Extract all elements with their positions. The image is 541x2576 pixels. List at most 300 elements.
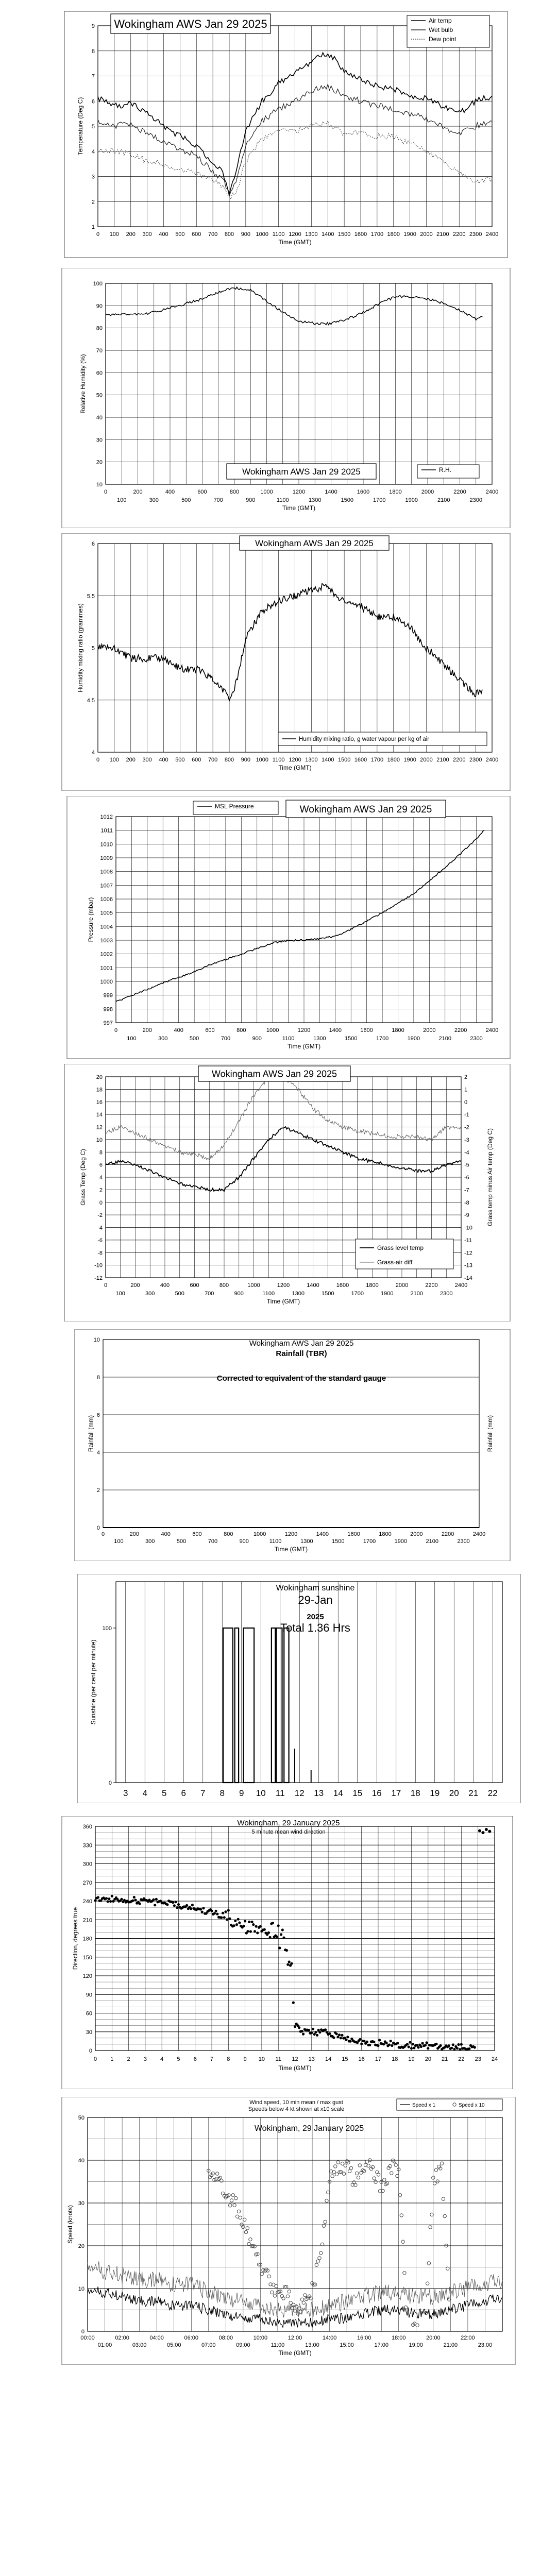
wind-direction-point [378,2039,381,2041]
y-tick-label: 1006 [100,896,113,903]
wind-direction-point [234,1920,236,1922]
x-tick-label: 14 [333,1788,343,1798]
wind-speed-chart-panel [0,2097,541,2365]
y-tick-label: -13 [464,1262,472,1269]
x-tick-label: 100 [109,757,120,763]
x-tick-label: 1500 [345,1036,358,1042]
y-tick-label: 10 [93,1337,100,1343]
x-tick-label: 500 [189,1036,199,1042]
wind-direction-point [154,1904,156,1906]
x-tick-label: 1 [110,2056,114,2062]
wind-direction-point [152,1899,155,1901]
y-tick-label: -4 [97,1225,103,1231]
chart-subtitle: Rainfall (TBR) [276,1349,327,1358]
wind-direction-point [406,2043,409,2045]
x-tick-label: 200 [142,1027,153,1033]
y-axis-label: Rainfall (mm) [87,1415,94,1452]
x-tick-label: 300 [145,1538,155,1545]
x-tick-label: 12 [292,2056,298,2062]
y-tick-label: 5.5 [87,593,95,600]
wind-direction-point [324,2028,327,2031]
y-tick-label: 1000 [100,979,113,985]
x-tick-label: 1100 [272,757,285,763]
pressure-chart-panel [0,796,541,1059]
x-tick-label: 700 [208,757,218,763]
x-tick-label: 300 [149,497,159,503]
wind-direction-point [408,2045,410,2048]
x-tick-label: 100 [109,231,120,238]
wind-direction-point [228,1918,231,1920]
x-tick-label: 1400 [316,1531,329,1537]
x-tick-label: 09:00 [236,2342,250,2348]
y-tick-label: 18 [96,1087,103,1093]
y-tick-label: 16 [96,1099,103,1106]
x-tick-label: 11:00 [270,2342,285,2348]
y-tick-label: 1003 [100,938,113,944]
y-tick-label: 180 [82,1936,92,1942]
x-tick-label: 2300 [470,1036,483,1042]
y-tick-label: -5 [464,1162,469,1168]
x-tick-label: 1500 [337,757,351,763]
chart-subtitle: Wind speed, 10 min mean / max gust [249,2099,343,2106]
y-tick-label: -2 [97,1212,103,1219]
y-tick-label: 4 [96,1450,100,1456]
x-tick-label: 11 [275,2056,281,2062]
y-tick-label: 0 [99,1199,103,1206]
x-tick-label: 03:00 [132,2342,147,2348]
y-tick-label: 100 [93,281,103,287]
wind-direction-point [359,2038,361,2041]
x-tick-label: 2 [127,2056,130,2062]
wind-direction-point [267,1931,270,1934]
x-tick-label: 1300 [300,1538,313,1545]
wind-direction-point [237,1918,240,1921]
x-tick-label: 800 [224,757,234,763]
wind-direction-point [282,1937,285,1939]
x-tick-label: 2000 [420,231,433,238]
wind-direction-point [172,1901,174,1904]
x-tick-label: 1300 [305,757,318,763]
wind-direction-point [252,1923,255,1926]
x-tick-label: 22:00 [461,2335,475,2341]
y-tick-label: -2 [464,1124,469,1131]
x-tick-label: 14 [325,2056,332,2062]
x-tick-label: 14:00 [322,2335,337,2341]
wind-direction-point [427,2047,429,2049]
x-tick-label: 17 [391,1788,401,1798]
wind-direction-chart [0,1816,541,2089]
wind-direction-point [175,1901,177,1903]
x-tick-label: 1900 [407,1036,420,1042]
x-axis-label: Time (GMT) [278,2349,312,2357]
wind-direction-point [134,1899,137,1901]
x-tick-label: 4 [142,1788,147,1798]
x-tick-label: 11 [275,1788,285,1798]
y-tick-label: -6 [97,1237,103,1244]
x-tick-label: 2400 [454,1282,468,1289]
x-tick-label: 200 [126,757,136,763]
wind-direction-point [485,1828,488,1831]
x-tick-label: 900 [246,497,256,503]
x-tick-label: 0 [93,2056,97,2062]
mixing-ratio-chart [0,533,541,791]
wind-direction-point [439,2044,442,2047]
x-tick-label: 900 [234,1291,244,1297]
wind-direction-point [377,2044,379,2047]
wind-direction-point [278,1946,281,1949]
wind-direction-point [298,2026,300,2029]
y-tick-label: -14 [464,1275,472,1281]
x-tick-label: 15:00 [340,2342,354,2348]
x-tick-label: 1200 [292,489,306,495]
x-tick-label: 700 [208,231,218,238]
x-tick-label: 3 [143,2056,147,2062]
y-tick-label: 1004 [100,924,113,930]
x-tick-label: 18 [392,2056,398,2062]
wind-direction-point [166,1903,168,1906]
wind-direction-point [360,2043,363,2045]
wind-direction-point [318,2031,321,2033]
wind-direction-point [474,2046,476,2048]
y-axis-label: Grass Temp (Deg C) [79,1149,87,1206]
x-tick-label: 300 [158,1036,168,1042]
x-tick-label: 200 [133,489,143,495]
wind-direction-point [222,1912,224,1914]
y-axis-label: Humidity mixing ratio (grammes) [77,603,84,692]
wind-direction-point [335,2032,338,2035]
y-axis-label: Relative Humidity (%) [79,354,87,414]
wind-direction-point [215,1910,217,1912]
x-tick-label: 700 [213,497,223,503]
x-tick-label: 19 [408,2056,415,2062]
wind-direction-point [385,2042,388,2044]
x-axis-label: Time (GMT) [278,239,312,246]
x-tick-label: 1700 [351,1291,364,1297]
x-tick-label: 10 [256,1788,266,1798]
y-tick-label: 270 [82,1879,92,1886]
y-tick-label: 30 [96,437,103,444]
wind-direction-point [177,1903,180,1906]
x-tick-label: 1100 [269,1538,282,1545]
wind-direction-point [452,2043,454,2046]
wind-direction-point [435,2043,437,2045]
wind-direction-point [409,2041,411,2044]
x-tick-label: 12 [294,1788,305,1798]
wind-direction-point [390,2040,392,2042]
y-tick-label: 120 [82,1973,92,1979]
x-tick-label: 1600 [354,231,367,238]
x-tick-label: 13 [314,1788,324,1798]
y-tick-label: 5 [91,645,95,652]
wind-direction-point [255,1925,258,1928]
wind-direction-point [349,2040,352,2043]
wind-direction-point [235,1923,238,1926]
x-tick-label: 500 [176,1538,187,1545]
wind-direction-point [111,1895,113,1897]
x-tick-label: 1800 [379,1531,392,1537]
x-tick-label: 1800 [387,757,400,763]
y-tick-label: 10 [78,2286,84,2292]
y-tick-label: -12 [94,1275,103,1281]
y-tick-label: 1001 [100,965,113,972]
x-tick-label: 1100 [262,1291,275,1297]
x-tick-label: 100 [117,497,127,503]
x-tick-label: 1300 [305,231,318,238]
chart-subtitle: 5 minute mean wind direction [251,1829,326,1835]
wind-direction-point [294,2025,296,2028]
x-tick-label: 16 [371,1788,382,1798]
sunshine-chart [0,1574,541,1803]
x-tick-label: 05:00 [166,2342,181,2348]
y-tick-label: 0 [81,2329,84,2335]
wind-direction-point [246,1930,249,1933]
x-tick-label: 300 [142,757,152,763]
y-tick-label: 1 [91,224,95,230]
x-tick-label: 2200 [441,1531,454,1537]
y-tick-label: 8 [96,1375,100,1381]
x-tick-label: 0 [114,1027,118,1033]
x-tick-label: 21 [442,2056,448,2062]
x-tick-label: 1100 [276,497,289,503]
x-tick-label: 0 [104,1282,108,1289]
chart-year: 2025 [307,1613,324,1621]
x-tick-label: 400 [165,489,175,495]
x-tick-label: 4 [160,2056,164,2062]
x-tick-label: 400 [174,1027,183,1033]
wind-direction-point [249,1930,252,1933]
legend-label: Grass level temp [377,1244,424,1251]
x-tick-label: 1500 [341,497,353,503]
y-tick-label: 50 [96,392,103,399]
x-tick-label: 16:00 [357,2335,371,2341]
x-tick-label: 1200 [277,1282,290,1289]
wind-direction-point [248,1921,250,1923]
wind-direction-point [121,1898,123,1901]
chart-title: Wokingham AWS Jan 29 2025 [242,467,361,477]
x-tick-label: 1400 [307,1282,319,1289]
x-tick-label: 1600 [357,489,370,495]
x-tick-label: 1700 [373,497,386,503]
x-tick-label: 1900 [394,1538,408,1545]
y-tick-label: 8 [99,1149,103,1156]
wind-direction-point [256,1931,259,1934]
x-tick-label: 400 [161,1531,171,1537]
chart-title: Wokingham, 29 January 2025 [237,1819,340,1827]
wind-direction-point [290,1962,293,1965]
chart-title: Wokingham, 29 January 2025 [254,2124,364,2133]
chart-total: Total 1.36 Hrs [280,1621,350,1634]
x-tick-label: 00:00 [80,2335,95,2341]
x-tick-label: 1600 [354,757,367,763]
wind-direction-point [176,1906,178,1909]
wind-direction-point [300,2030,303,2032]
x-tick-label: 24 [491,2056,498,2062]
y-tick-label: 1012 [100,814,113,820]
humidity-chart-panel [0,268,541,528]
x-tick-label: 7 [210,2056,214,2062]
wind-direction-point [424,2044,427,2046]
x-tick-label: 800 [229,489,240,495]
x-tick-label: 2200 [453,231,466,238]
x-tick-label: 600 [192,1531,202,1537]
x-tick-label: 2100 [438,1036,451,1042]
y-tick-label: 2 [99,1187,103,1194]
x-tick-label: 1800 [392,1027,404,1033]
wind-direction-point [310,2031,313,2034]
x-tick-label: 2000 [421,489,434,495]
x-tick-label: 9 [239,1788,244,1798]
y-tick-label: 210 [82,1917,92,1924]
wind-direction-point [396,2042,399,2044]
x-tick-label: 2300 [457,1538,470,1545]
x-tick-label: 900 [241,757,251,763]
y-tick-label: 90 [96,303,103,310]
x-tick-label: 900 [239,1538,249,1545]
y-tick-label: 1008 [100,869,113,875]
wind-direction-point [224,1910,227,1913]
legend-label: Wet bulb [429,26,453,33]
x-tick-label: 02:00 [115,2335,129,2341]
x-tick-label: 400 [159,231,168,238]
x-tick-label: 1700 [370,757,384,763]
x-tick-label: 1000 [260,489,273,495]
x-tick-label: 6 [193,2056,197,2062]
x-tick-label: 2400 [485,757,499,763]
legend-label: Speed x 10 [459,2103,485,2108]
x-tick-label: 200 [129,1531,140,1537]
wind-direction-point [285,1949,288,1952]
wind-direction-point [109,1900,112,1903]
wind-direction-point [233,1924,235,1927]
wind-direction-point [412,2043,414,2045]
x-tick-label: 100 [127,1036,137,1042]
y-axis-label: Pressure (mbar) [87,897,94,942]
wind-direction-point [263,1928,266,1931]
plot-area [103,1340,479,1528]
wind-direction-point [316,2034,318,2037]
wind-direction-point [459,2048,461,2050]
wind-direction-point [426,2041,428,2044]
wind-direction-point [281,1928,284,1931]
x-tick-label: 900 [252,1036,262,1042]
x-tick-label: 0 [96,231,100,238]
wind-direction-point [105,1897,108,1900]
x-tick-label: 100 [115,1291,125,1297]
x-tick-label: 1600 [360,1027,373,1033]
wind-direction-point [302,2033,305,2036]
wind-direction-point [373,2041,375,2043]
x-tick-label: 800 [236,1027,246,1033]
x-tick-label: 10 [258,2056,265,2062]
y-tick-label: 997 [103,1020,113,1026]
x-tick-label: 2000 [395,1282,409,1289]
grass-temp-chart [0,1064,541,1321]
x-tick-label: 1200 [289,757,301,763]
x-tick-label: 1100 [272,231,285,238]
wind-direction-point [328,2032,331,2035]
x-tick-label: 200 [126,231,136,238]
y-tick-label: 20 [78,2243,84,2249]
x-tick-label: 1000 [253,1531,266,1537]
x-axis-label: Time (GMT) [278,2064,312,2072]
x-tick-label: 1100 [282,1036,295,1042]
x-tick-label: 1500 [337,231,351,238]
x-tick-label: 1200 [284,1531,298,1537]
y-tick-label: -6 [464,1175,469,1181]
legend-label: Speed x 1 [412,2103,436,2108]
wind-direction-point [253,1930,256,1933]
x-tick-label: 1400 [329,1027,342,1033]
y-tick-label: 14 [96,1112,103,1118]
y-tick-label: -1 [464,1112,469,1118]
wind-direction-point [450,2047,453,2049]
wind-direction-point [107,1900,109,1903]
wind-direction-point [341,2034,343,2037]
y-tick-label: 60 [86,2010,92,2017]
x-tick-label: 2000 [410,1531,423,1537]
x-tick-label: 0 [104,489,108,495]
y-tick-label: 4.5 [87,697,95,704]
x-tick-label: 18 [410,1788,420,1798]
x-tick-label: 1900 [403,231,416,238]
x-axis-label: Time (GMT) [274,1546,308,1553]
wind-direction-point [238,1921,241,1924]
x-tick-label: 0 [101,1531,105,1537]
wind-direction-point [173,1904,176,1907]
x-tick-label: 1500 [332,1538,345,1545]
wind-direction-point [97,1896,99,1899]
wind-direction-point [391,2044,393,2047]
wind-direction-point [272,1922,274,1924]
x-tick-label: 700 [221,1036,231,1042]
x-tick-label: 08:00 [218,2335,233,2341]
x-axis-label: Time (GMT) [278,764,312,771]
wind-direction-point [456,2047,459,2049]
x-tick-label: 17:00 [374,2342,388,2348]
wind-direction-point [382,2043,385,2045]
x-tick-label: 1800 [366,1282,379,1289]
wind-direction-point [276,1936,278,1938]
chart-date: 29-Jan [298,1594,333,1606]
wind-direction-point [448,2044,450,2047]
y-tick-label: 20 [96,459,103,466]
wind-direction-point [346,2036,349,2038]
x-axis-label: Time (GMT) [266,1298,300,1305]
chart-title: Wokingham AWS Jan 29 2025 [249,1339,354,1348]
y-tick-label: -8 [464,1199,469,1206]
y-tick-label: 100 [102,1625,112,1632]
x-tick-label: 400 [160,1282,170,1289]
x-tick-label: 19:00 [409,2342,424,2348]
wind-direction-point [288,1960,291,1963]
x-tick-label: 0 [96,757,100,763]
mixing-ratio-chart-panel [0,533,541,791]
x-tick-label: 1300 [292,1291,305,1297]
x-tick-label: 23 [475,2056,481,2062]
y-axis-label: Rainfall (mm) [486,1415,494,1452]
grass-temp-chart-panel [0,1064,541,1321]
wind-direction-point [190,1907,192,1910]
x-tick-label: 2300 [469,497,482,503]
x-tick-label: 2400 [485,1027,499,1033]
wind-direction-point [216,1913,218,1916]
wind-direction-point [417,2046,419,2048]
wind-direction-point [259,1925,262,1928]
wind-direction-point [269,1936,272,1939]
y-tick-label: 998 [103,1006,113,1013]
y-tick-label: -3 [464,1137,469,1143]
x-tick-label: 2300 [469,757,482,763]
